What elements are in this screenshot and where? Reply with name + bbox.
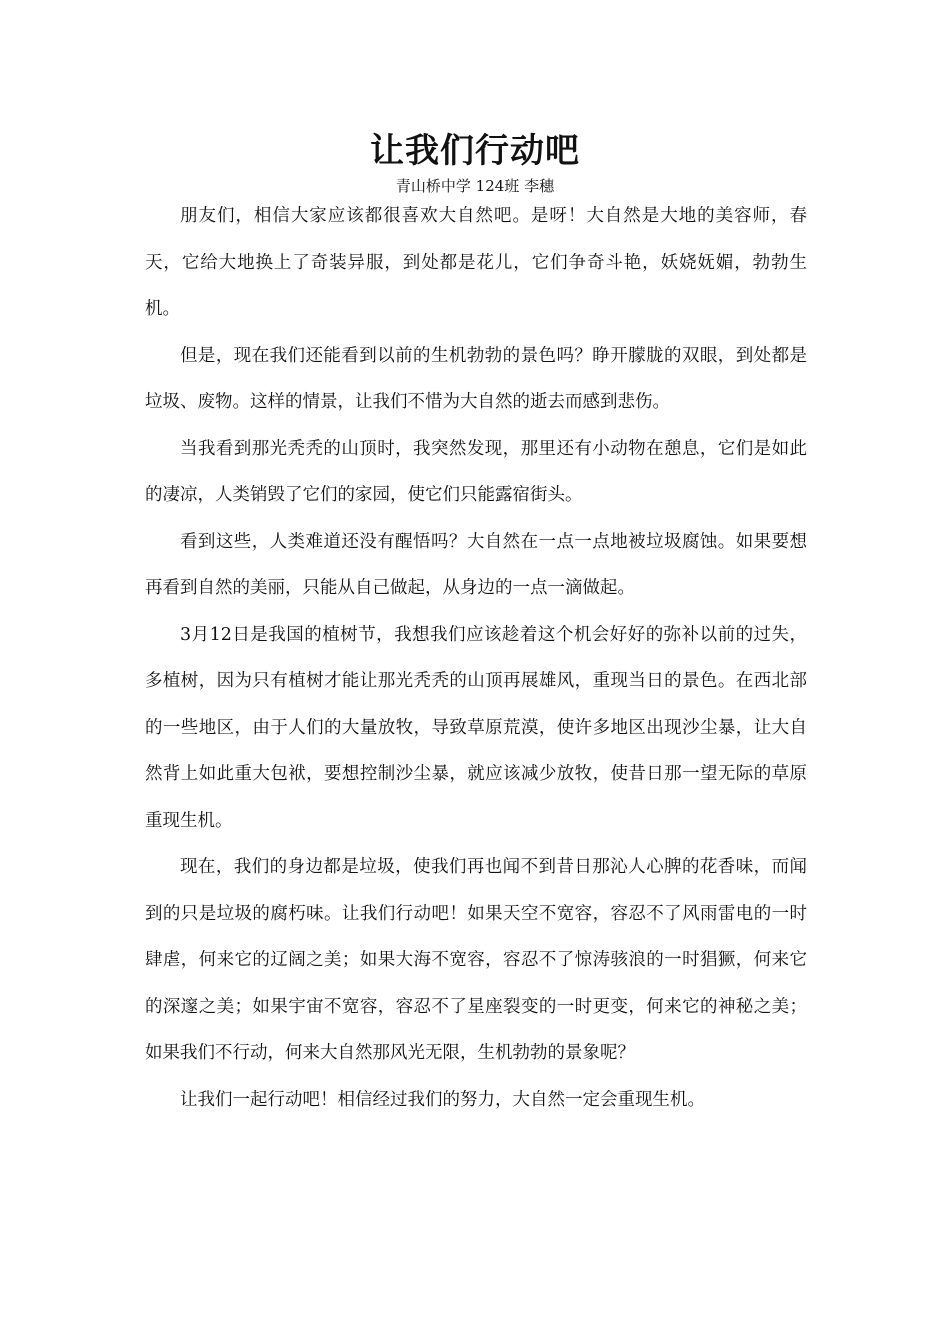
author-byline: 青山桥中学 124班 李穗 (395, 177, 555, 195)
paragraph: 现在，我们的身边都是垃圾，使我们再也闻不到昔日那沁人心脾的花香味，而闻到的只是垃圾的腐朽味。让我们行动吧！如果天空不宽容，容忍不了风雨雷电的一时肆虐，何来它的辽阔之美；如果大海不宽容，容忍不了惊涛骇浪的一时猖獗，何来它的深邃之美；如果宇宙不宽容，容忍不了星座裂变的一时更变，何来它的神秘之美；如果我们不行动，何来大自然那风光无限，生机勃勃的景象呢？ (145, 857, 807, 1063)
paragraph: 看到这些，人类难道还没有醒悟吗？大自然在一点一点地被垃圾腐蚀。如果要想再看到自然的美丽，只能从自己做起，从身边的一点一滴做起。 (145, 531, 807, 598)
paragraph: 但是，现在我们还能看到以前的生机勃勃的景色吗？睁开朦胧的双眼，到处都是垃圾、废物。这样的情景，让我们不惜为大自然的逝去而感到悲伤。 (145, 345, 807, 412)
essay-body (145, 193, 807, 1123)
paragraph: 朋友们，相信大家应该都很喜欢大自然吧。是呀！大自然是大地的美容师，春天，它给大地换上了奇装异服，到处都是花儿，它们争奇斗艳，妖娆妩媚，勃勃生机。 (145, 206, 807, 319)
paragraph: 当我看到那光秃秃的山顶时，我突然发现，那里还有小动物在憩息，它们是如此的凄凉，人类销毁了它们的家园，使它们只能露宿街头。 (145, 438, 807, 505)
paragraph: 3月12日是我国的植树节，我想我们应该趁着这个机会好好的弥补以前的过失，多植树，因为只有植树才能让那光秃秃的山顶再展雄风，重现当日的景色。在西北部的一些地区，由于人们的大量放牧，导致草原荒漠，使许多地区出现沙尘暴，让大自然背上如此重大包袱，要想控制沙尘暴，就应该减少放牧，使昔日那一望无际的草原重现生机。 (145, 624, 807, 831)
document-title: 让我们行动吧 (370, 131, 580, 171)
paragraph: 让我们一起行动吧！相信经过我们的努力，大自然一定会重现生机。 (180, 1089, 705, 1110)
